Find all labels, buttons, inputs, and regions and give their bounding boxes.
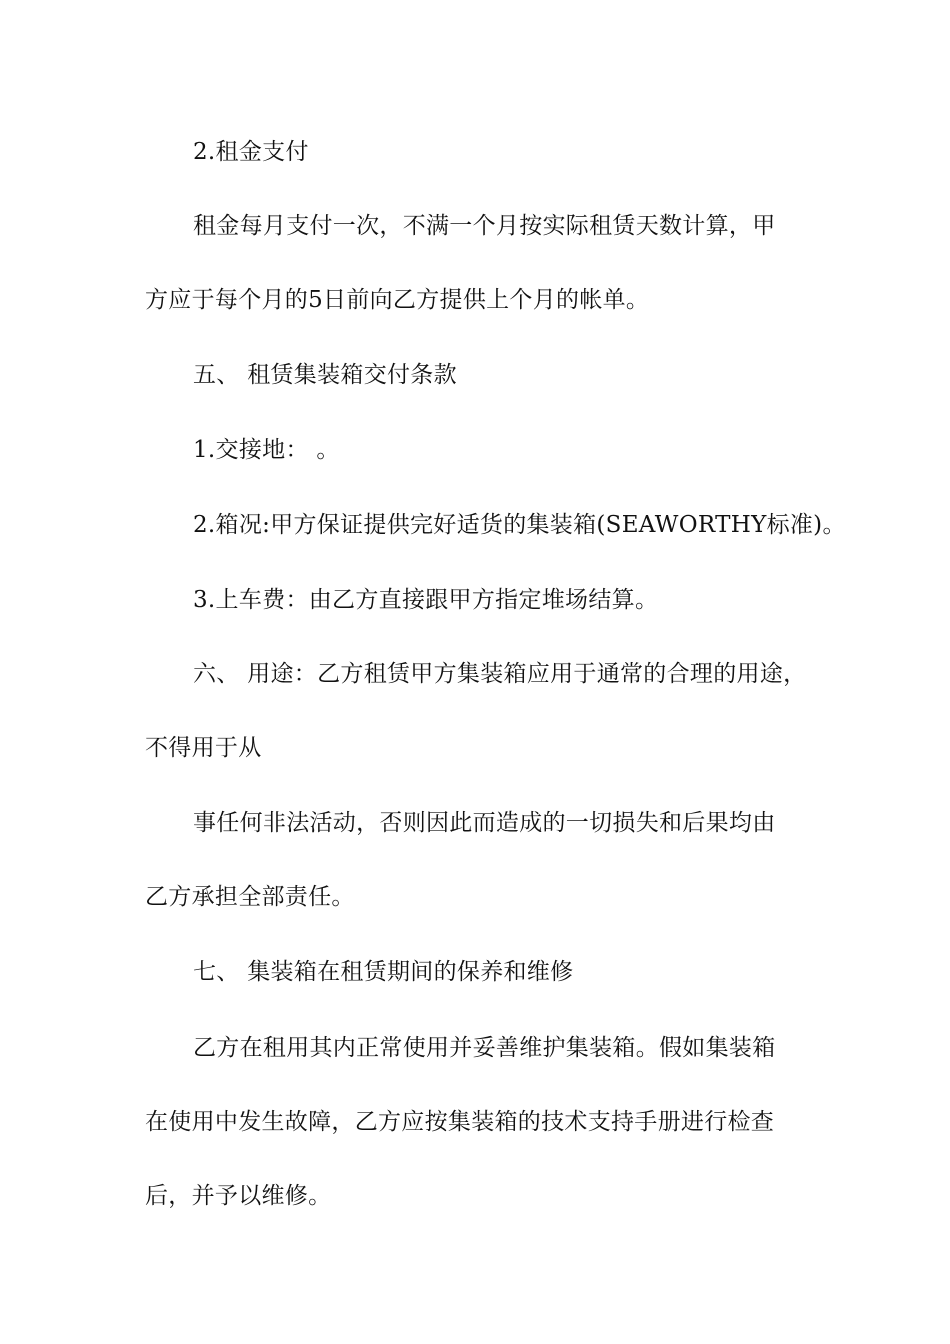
section-heading-usage: 六、 用途：乙方租赁甲方集装箱应用于通常的合理的用途， (193, 661, 807, 687)
paragraph-line: 3.上车费：由乙方直接跟甲方指定堆场结算。 (193, 587, 659, 613)
section-heading-maintenance: 七、 集装箱在租赁期间的保养和维修 (193, 959, 574, 985)
paragraph-line: 不得用于从 (145, 735, 262, 761)
paragraph-line: 乙方在租用其内正常使用并妥善维护集装箱。假如集装箱 (193, 1035, 776, 1061)
paragraph-line: 事任何非法活动，否则因此而造成的一切损失和后果均由 (193, 810, 776, 836)
paragraph-line: 租金每月支付一次，不满一个月按实际租赁天数计算，甲 (193, 213, 776, 239)
paragraph-line: 1.交接地： 。 (193, 437, 340, 463)
paragraph-line: 后，并予以维修。 (145, 1183, 332, 1209)
section-heading-delivery-terms: 五、 租赁集装箱交付条款 (193, 362, 457, 388)
paragraph-line: 2.箱况:甲方保证提供完好适货的集装箱(SEAWORTHY标准)。 (193, 512, 846, 538)
paragraph-line: 乙方承担全部责任。 (145, 884, 355, 910)
section-heading-rent-payment: 2.租金支付 (193, 139, 309, 165)
paragraph-line: 方应于每个月的5日前向乙方提供上个月的帐单。 (145, 287, 650, 313)
paragraph-line: 在使用中发生故障，乙方应按集装箱的技术支持手册进行检查 (145, 1109, 775, 1135)
